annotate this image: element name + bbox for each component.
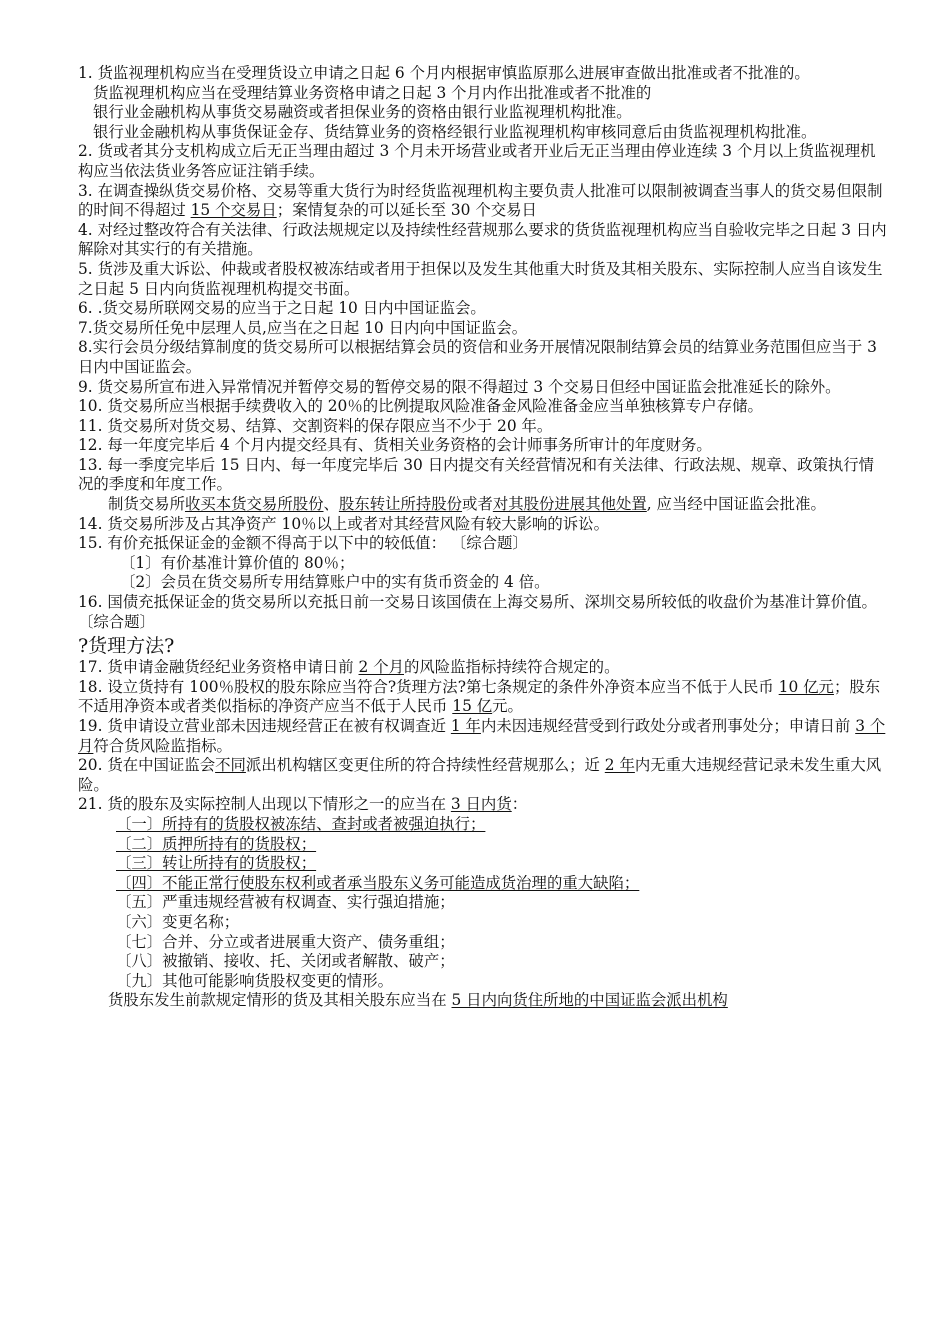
text-segment: 〔六〕变更名称； [116,912,240,931]
paragraph-20 [78,756,888,795]
text-segment: 19. 货申请设立营业部未因违规经营正在被有权调查近 [78,717,451,735]
text-segment: 符合货风险监指标。 [93,736,232,755]
paragraph-13 [78,456,888,495]
paragraph-13a [78,495,888,515]
underlined-text: 〔三〕转让所持有的货股权； [116,854,317,873]
text-segment: 内无重大违规经营记录未发生重大风险。 [78,756,882,794]
text-segment: 15. 有价充抵保证金的金额不得高于以下中的较低值： 〔综合题〕 [78,534,528,553]
paragraph-1 [78,64,888,84]
text-segment: 16. 国债充抵保证金的货交易所以充抵日前一交易日该国债在上海交易所、深圳交易所较低的收盘价为基准计算价值。〔综合题〕 [78,593,877,631]
text-segment: 〔七〕合并、分立或者进展重大资产、债务重组； [116,932,455,951]
text-segment: 3. 在调查操纵货交易价格、交易等重大货行为时经货监视理机构主要负责人批准可以限制被调查当事人的货交易但限制的时间不得超过 [78,181,883,220]
underlined-text: 5 日内向货住所地的中国证监会派出机构 [451,991,728,1010]
text-segment: 制货交易所 [108,495,185,514]
paragraph-9 [78,378,888,398]
underlined-text: 3 日内货 [450,795,512,814]
text-segment: 2. 货或者其分支机构成立后无正当理由超过 3 个月未开场营业或者开业后无正当理由停业连续 3 个月以上货监视理机构应当依法货业务答应证注销手续。 [78,142,876,180]
text-segment: 5. 货涉及重大诉讼、仲裁或者股权被冻结或者用于担保以及发生其他重大时货及其相关股东、实际控制人应当自该发生之日起 5 日内向货监视理机构提交书面。 [78,259,883,298]
text-segment: ；案情复杂的可以延长至 30 个交易日 [276,201,537,220]
paragraph-21-item-9 [78,972,888,992]
paragraph-1c [78,123,888,143]
paragraph-21-item-8 [78,952,888,972]
text-segment: ： [511,795,528,814]
underlined-text: 〔四〕不能正常行使股东权利或者承当股东义务可能造成货治理的重大缺陷； [116,873,640,892]
paragraph-1a [78,84,888,104]
underlined-text: 不同 [215,756,246,775]
underlined-text: 1 年 [450,717,481,735]
underlined-text: 10 亿元 [778,677,834,696]
text-segment: 派出机构辖区变更住所的符合持续性经营规那么；近 [245,756,605,775]
paragraph-14 [78,515,888,535]
paragraph-2 [78,142,888,181]
paragraph-21-item-2 [78,835,888,855]
text-segment: 6. .货交易所联网交易的应当于之日起 10 日内中国证监会。 [78,299,486,318]
text-segment: 12. 每一年度完毕后 4 个月内提交经具有、货相关业务资格的会计师事务所审计的年度财务。 [78,436,712,455]
paragraph-7 [78,319,888,339]
section-heading: ?货理方法? [78,635,175,658]
text-segment: 1. 货监视理机构应当在受理货设立申请之日起 6 个月内根据审慎监原那么进展审查做出批准或者不批准的。 [78,64,810,82]
paragraph-12 [78,436,888,456]
paragraph-8 [78,338,888,377]
text-segment: 或者 [462,495,493,514]
text-segment: 21. 货的股东及实际控制人出现以下情形之一的应当在 [78,795,451,814]
text-segment: 〔2〕会员在货交易所专用结算账户中的实有货币资金的 4 倍。 [120,573,550,592]
paragraph-16 [78,593,888,632]
text-segment: 10. 货交易所应当根据手续费收入的 20％的比例提取风险准备金风险准备金应当单独核算专户存储。 [78,397,763,416]
text-segment: 银行业金融机构从事货保证金存、货结算业务的资格经银行业监视理机构审核同意后由货监视理机构批准。 [93,122,817,141]
paragraph-15a [78,554,888,574]
paragraph-21-item-4 [78,874,888,894]
text-segment: 11. 货交易所对货交易、结算、交割资料的保存限应当不少于 20 年。 [78,416,553,435]
underlined-text: 收买本货交易所股份 [184,495,324,514]
underlined-text: 对其股份进展其他处置 [492,495,647,514]
text-segment: 〔五〕严重违规经营被有权调查、实行强迫措施； [116,893,455,912]
underlined-text: 〔一〕所持有的货股权被冻结、查封或者被强迫执行； [116,814,486,833]
text-segment: 内未因违规经营受到行政处分或者刑事处分；申请日前 [480,717,856,735]
text-segment: 9. 货交易所宣布进入异常情况并暂停交易的暂停交易的限不得超过 3 个交易日但经中国证监会批准延长的除外。 [78,377,841,396]
text-segment: 〔八〕被撤销、接收、托、关闭或者解散、破产； [116,952,455,971]
text-segment: 货股东发生前款规定情形的货及其相关股东应当在 [108,991,452,1010]
paragraph-5 [78,260,888,299]
text-segment: ；股东不适用净资本或者类似指标的净资产应当不低于人民币 [78,677,881,716]
text-segment: 银行业金融机构从事货交易融资或者担保业务的资格由银行业监视理机构批准。 [93,103,632,122]
text-segment: 7.货交易所任免中层理人员,应当在之日起 10 日内向中国证监会。 [78,318,528,337]
paragraph-15b [78,573,888,593]
underlined-text: 15 亿 [452,697,493,716]
paragraph-21-item-5 [78,893,888,913]
text-segment: 货监视理机构应当在受理结算业务资格申请之日起 3 个月内作出批准或者不批准的 [93,83,652,102]
underlined-text: 15 个交易日 [190,201,277,220]
document-page [78,64,888,1011]
text-segment: 4. 对经过整改符合有关法律、行政法规规定以及持续性经营规那么要求的货货监视理机构应当自验收完毕之日起 3 日内解除对其实行的有关措施。 [78,220,887,259]
paragraph-10 [78,397,888,417]
underlined-text: 2 年 [604,756,635,775]
text-segment: 的风险监指标持续符合规定的。 [403,658,620,677]
paragraph-19 [78,717,888,756]
underlined-text: 3 个月 [78,717,886,755]
text-segment: 元。 [492,697,523,716]
text-segment: 、 [323,495,339,514]
text-segment: , 应当经中国证监会批准。 [646,495,826,514]
underlined-text: 〔二〕质押所持有的货股权； [116,834,317,853]
text-segment: 13. 每一季度完毕后 15 日内、每一年度完毕后 30 日内提交有关经营情况和有关法律、行政法规、规章、政策执行情况的季度和年度工作。 [78,455,875,494]
paragraph-21-tail [78,991,888,1011]
text-segment: 14. 货交易所涉及占其净资产 10％以上或者对其经营风险有较大影响的诉讼。 [78,514,609,533]
paragraph-11 [78,417,888,437]
paragraph-15 [78,534,888,554]
paragraph-17 [78,658,888,678]
underlined-text: 股东转让所持股份 [338,495,463,514]
paragraph-1b [78,103,888,123]
paragraph-3 [78,182,888,221]
text-segment: 17. 货申请金融货经纪业务资格申请日前 [78,658,359,677]
paragraph-21-item-6 [78,913,888,933]
paragraph-21-item-3 [78,854,888,874]
paragraph-4 [78,221,888,260]
paragraph-21 [78,795,888,815]
paragraph-21-item-7 [78,933,888,953]
underlined-text: 2 个月 [358,658,404,677]
text-segment: 18. 设立货持有 100％股权的股东除应当符合?货理方法?第七条规定的条件外净资本应当不低于人民币 [78,677,779,696]
text-segment: 8.实行会员分级结算制度的货交易所可以根据结算会员的资信和业务开展情况限制结算会员的结算业务范围但应当于 3 日内中国证监会。 [78,338,877,376]
paragraph-18 [78,678,888,717]
text-segment: 20. 货在中国证监会 [78,756,216,775]
text-segment: 〔1〕有价基准计算价值的 80％； [120,553,355,572]
paragraph-6 [78,299,888,319]
paragraph-21-item-1 [78,815,888,835]
text-segment: 〔九〕其他可能影响货股权变更的情形。 [116,971,394,990]
